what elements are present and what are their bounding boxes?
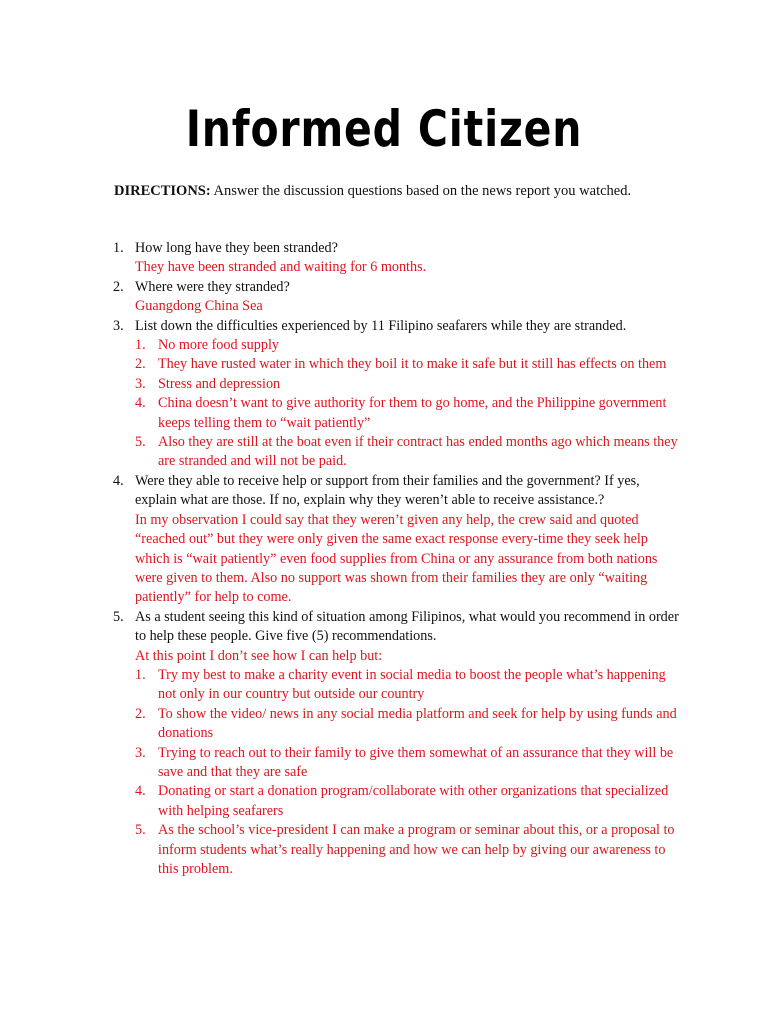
list-item-number: 3. <box>135 744 146 761</box>
answer-list-item <box>135 666 683 705</box>
answer-text: At this point I don’t see how I can help but: <box>135 647 383 664</box>
list-item-number: 1. <box>135 337 146 354</box>
answer-text: Guangdong China Sea <box>135 298 263 315</box>
question-text: List down the difficulties experienced by 11 Filipino seafarers while they are stranded. <box>135 317 627 334</box>
question-number: 2. <box>113 278 124 295</box>
answer-list-item <box>135 336 683 355</box>
question-text: Where were they stranded? <box>135 278 290 295</box>
directions-text: Answer the discussion questions based on the news report you watched. <box>210 183 632 199</box>
list-item-number: 4. <box>135 783 146 800</box>
answer-list-item <box>135 744 683 783</box>
question-text: How long have they been stranded? <box>135 240 338 256</box>
list-item-text: Try my best to make a charity event in social media to boost the people what’s happening not only in our country but outside our country <box>158 666 666 703</box>
answer-list-item <box>135 375 683 394</box>
question-number: 1. <box>113 240 124 256</box>
answer-text: In my observation I could say that they weren’t given any help, the crew said and quoted “reached out” but they were only given the same exact response every-time they seek help which is “wait patiently” even food supplies from China or any assurance from both nations were given to them. Also no support was shown from their families they are only “waiting patiently” for help to come. <box>135 511 658 606</box>
answer-list-item <box>135 394 683 433</box>
list-item-number: 2. <box>135 356 146 373</box>
answer-list-item <box>135 821 683 879</box>
list-item-text: Trying to reach out to their family to give them somewhat of an assurance that they will be save and that they are safe <box>158 744 674 780</box>
list-item-number: 5. <box>135 434 146 451</box>
list-item-text: Also they are still at the boat even if their contract has ended months ago which means they are stranded and will not be paid. <box>158 434 678 470</box>
question-number: 3. <box>113 317 124 334</box>
question-1 <box>113 239 683 278</box>
question-number: 5. <box>113 608 124 625</box>
question-list <box>113 239 683 879</box>
page-title: Informed Citizen <box>185 100 583 158</box>
list-item-number: 2. <box>135 705 146 722</box>
list-item-text: To show the video/ news in any social media platform and seek for help by using funds and donations <box>158 705 677 742</box>
directions <box>114 183 734 200</box>
question-2 <box>113 278 683 317</box>
question-3 <box>113 317 683 472</box>
list-item-text: As the school’s vice-president I can make a program or seminar about this, or a proposal to inform students what’s really happening and how we can help by giving our awareness to this problem. <box>158 822 675 877</box>
answer-list-item <box>135 355 683 374</box>
question-4 <box>113 472 683 608</box>
question-text: Were they able to receive help or support from their families and the government? If yes, explain what are those. If no, explain why they weren’t able to receive assistance.? <box>135 472 640 509</box>
list-item-text: They have rusted water in which they boil it to make it safe but it still has effects on them <box>158 356 667 373</box>
directions-label: DIRECTIONS: <box>114 183 211 199</box>
list-item-number: 3. <box>135 375 146 392</box>
list-item-number: 4. <box>135 395 146 412</box>
answer-list-item <box>135 782 683 821</box>
answer-text: They have been stranded and waiting for 6 months. <box>135 259 427 276</box>
answer-list-item <box>135 705 683 744</box>
list-item-text: China doesn’t want to give authority for them to go home, and the Philippine government keeps telling them to “wait patiently” <box>158 395 667 431</box>
answer-list-item <box>135 433 683 472</box>
list-item-text: Stress and depression <box>158 375 281 392</box>
list-item-text: No more food supply <box>158 337 279 354</box>
question-5 <box>113 608 683 880</box>
question-number: 4. <box>113 472 124 489</box>
list-item-number: 5. <box>135 822 146 839</box>
list-item-text: Donating or start a donation program/collaborate with other organizations that specialized with helping seafarers <box>158 783 669 819</box>
list-item-number: 1. <box>135 666 146 683</box>
question-text: As a student seeing this kind of situation among Filipinos, what would you recommend in order to help these people. Give five (5) recommendations. <box>135 608 679 645</box>
